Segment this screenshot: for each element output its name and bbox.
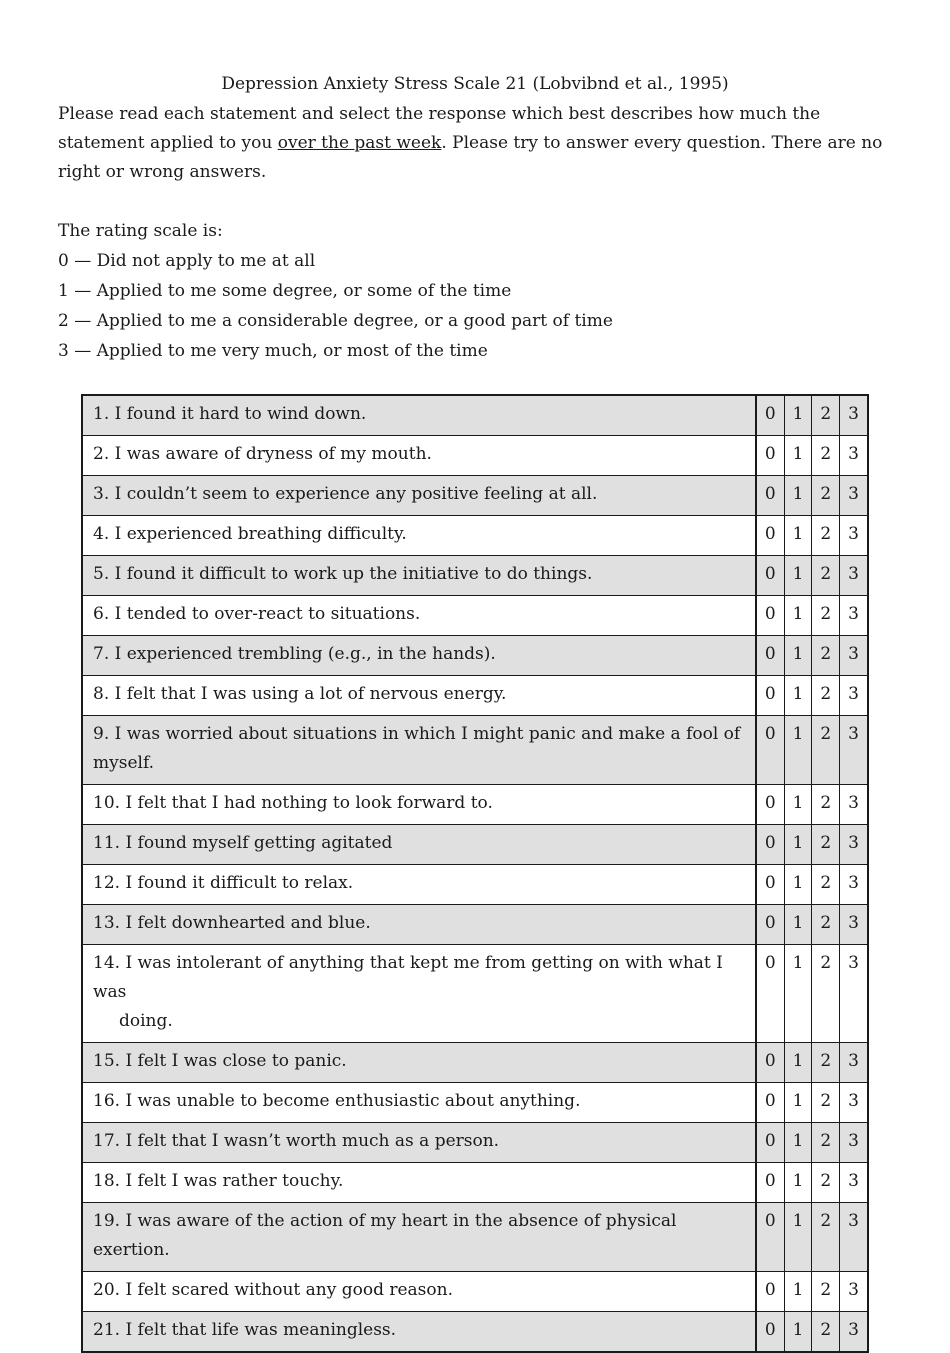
response-option-1[interactable]: 1 [784,1312,812,1353]
response-option-0[interactable]: 0 [756,905,784,945]
response-option-0[interactable]: 0 [756,865,784,905]
response-option-2[interactable]: 2 [812,1123,840,1163]
response-option-1[interactable]: 1 [784,556,812,596]
question-text [82,676,756,716]
instructions-text: Please read each statement and select the response which best describes how much the statement applied to you [58,104,821,153]
instructions [58,100,893,187]
question-statement: 2. I was aware of dryness of my mouth. [93,444,432,464]
response-option-0[interactable]: 0 [756,1312,784,1353]
response-option-0[interactable]: 0 [756,1163,784,1203]
instructions-emphasis: over the past week [277,133,442,153]
question-row [82,785,868,825]
question-statement: 21. I felt that life was meaningless. [93,1320,397,1340]
question-row [82,596,868,636]
question-row [82,825,868,865]
response-option-1[interactable]: 1 [784,785,812,825]
question-row [82,865,868,905]
response-option-2[interactable]: 2 [812,905,840,945]
question-row [82,1203,868,1272]
question-row [82,1083,868,1123]
response-option-2[interactable]: 2 [812,676,840,716]
response-option-1[interactable]: 1 [784,865,812,905]
response-option-3[interactable]: 3 [840,1123,868,1163]
question-text [82,785,756,825]
question-row [82,556,868,596]
response-option-2[interactable]: 2 [812,556,840,596]
response-option-3[interactable]: 3 [840,676,868,716]
question-text [82,865,756,905]
question-row [82,436,868,476]
question-statement: 5. I found it difficult to work up the initiative to do things. [93,564,593,584]
response-option-2[interactable]: 2 [812,1312,840,1353]
response-option-1[interactable]: 1 [784,825,812,865]
response-option-0[interactable]: 0 [756,556,784,596]
response-option-0[interactable]: 0 [756,716,784,785]
response-option-0[interactable]: 0 [756,945,784,1043]
question-row [82,1123,868,1163]
response-option-3[interactable]: 3 [840,636,868,676]
response-option-1[interactable]: 1 [784,436,812,476]
response-option-2[interactable]: 2 [812,825,840,865]
question-statement: 19. I was aware of the action of my heart in the absence of physical exertion. [93,1211,677,1260]
response-option-2[interactable]: 2 [812,516,840,556]
question-statement: 9. I was worried about situations in which I might panic and make a fool of [93,724,741,744]
rating-scale [58,216,893,366]
question-row [82,636,868,676]
response-option-1[interactable]: 1 [784,905,812,945]
rating-scale-item: 1 — Applied to me some degree, or some of the time [58,281,512,301]
rating-scale-item: 3 — Applied to me very much, or most of the time [58,341,488,361]
response-option-3[interactable]: 3 [840,1163,868,1203]
instructions-text-end: . Please try to answer every question. There are no right or wrong answers. [58,133,883,182]
response-option-2[interactable]: 2 [812,1163,840,1203]
question-statement: 7. I experienced trembling (e.g., in the hands). [93,644,496,664]
response-option-3[interactable]: 3 [840,395,868,436]
response-option-2[interactable]: 2 [812,636,840,676]
response-option-3[interactable]: 3 [840,476,868,516]
question-statement: 4. I experienced breathing difficulty. [93,524,407,544]
response-option-2[interactable]: 2 [812,945,840,1043]
response-option-3[interactable]: 3 [840,1203,868,1272]
question-text [82,596,756,636]
response-option-0[interactable]: 0 [756,1123,784,1163]
response-option-1[interactable]: 1 [784,1272,812,1312]
rating-scale-item: 2 — Applied to me a considerable degree, or a good part of time [58,311,613,331]
question-row [82,1272,868,1312]
question-text [82,716,756,785]
question-statement: 18. I felt I was rather touchy. [93,1171,344,1191]
response-option-2[interactable]: 2 [812,865,840,905]
response-option-3[interactable]: 3 [840,1312,868,1353]
question-row [82,395,868,436]
response-option-1[interactable]: 1 [784,716,812,785]
response-option-1[interactable]: 1 [784,636,812,676]
response-option-1[interactable]: 1 [784,1123,812,1163]
response-option-0[interactable]: 0 [756,636,784,676]
question-text [82,556,756,596]
response-option-2[interactable]: 2 [812,1272,840,1312]
question-text [82,945,756,1043]
response-option-3[interactable]: 3 [840,516,868,556]
question-statement: 14. I was intolerant of anything that kept me from getting on with what I was [93,953,723,1002]
question-row [82,676,868,716]
response-option-2[interactable]: 2 [812,596,840,636]
question-statement: 10. I felt that I had nothing to look forward to. [93,793,493,813]
response-option-1[interactable]: 1 [784,1043,812,1083]
response-option-0[interactable]: 0 [756,1043,784,1083]
response-option-0[interactable]: 0 [756,676,784,716]
response-option-2[interactable]: 2 [812,1043,840,1083]
question-text [82,1043,756,1083]
response-option-1[interactable]: 1 [784,945,812,1043]
response-option-3[interactable]: 3 [840,1043,868,1083]
question-statement: 3. I couldn’t seem to experience any positive feeling at all. [93,484,598,504]
response-option-0[interactable]: 0 [756,476,784,516]
question-statement: 16. I was unable to become enthusiastic about anything. [93,1091,581,1111]
question-row [82,1163,868,1203]
response-option-0[interactable]: 0 [756,785,784,825]
question-statement: 8. I felt that I was using a lot of nervous energy. [93,684,507,704]
response-option-0[interactable]: 0 [756,1203,784,1272]
response-option-0[interactable]: 0 [756,1272,784,1312]
question-text [82,1312,756,1353]
question-statement: 15. I felt I was close to panic. [93,1051,347,1071]
response-option-3[interactable]: 3 [840,905,868,945]
response-option-0[interactable]: 0 [756,1083,784,1123]
page-title: Depression Anxiety Stress Scale 21 (Lobvibnd et al., 1995) [221,74,729,94]
response-option-3[interactable]: 3 [840,596,868,636]
response-option-0[interactable]: 0 [756,596,784,636]
question-statement: 17. I felt that I wasn’t worth much as a person. [93,1131,500,1151]
response-option-3[interactable]: 3 [840,716,868,785]
question-statement: 11. I found myself getting agitated [93,833,393,853]
question-text [82,1203,756,1272]
rating-scale-heading: The rating scale is: [58,221,223,241]
question-statement: 12. I found it difficult to relax. [93,873,354,893]
response-option-1[interactable]: 1 [784,1203,812,1272]
response-option-1[interactable]: 1 [784,1083,812,1123]
response-option-1[interactable]: 1 [784,676,812,716]
response-option-1[interactable]: 1 [784,476,812,516]
response-option-2[interactable]: 2 [812,785,840,825]
rating-scale-item: 0 — Did not apply to me at all [58,251,316,271]
question-statement: 20. I felt scared without any good reason. [93,1280,453,1300]
question-statement: 6. I tended to over-react to situations. [93,604,421,624]
response-option-2[interactable]: 2 [812,395,840,436]
question-row [82,1043,868,1083]
response-option-2[interactable]: 2 [812,716,840,785]
response-option-1[interactable]: 1 [784,516,812,556]
response-option-3[interactable]: 3 [840,945,868,1043]
question-text [82,905,756,945]
response-option-2[interactable]: 2 [812,1203,840,1272]
response-option-3[interactable]: 3 [840,556,868,596]
response-option-3[interactable]: 3 [840,825,868,865]
response-option-0[interactable]: 0 [756,825,784,865]
question-row [82,476,868,516]
question-text [82,636,756,676]
question-row [82,716,868,785]
response-option-1[interactable]: 1 [784,596,812,636]
question-text [82,1123,756,1163]
question-row [82,945,868,1043]
question-statement: 13. I felt downhearted and blue. [93,913,371,933]
response-option-3[interactable]: 3 [840,1272,868,1312]
response-option-1[interactable]: 1 [784,1163,812,1203]
question-row [82,905,868,945]
response-option-1[interactable]: 1 [784,395,812,436]
response-option-0[interactable]: 0 [756,395,784,436]
response-option-3[interactable]: 3 [840,1083,868,1123]
questionnaire-table [81,394,869,1353]
question-text [82,395,756,436]
response-option-0[interactable]: 0 [756,436,784,476]
response-option-3[interactable]: 3 [840,785,868,825]
response-option-2[interactable]: 2 [812,436,840,476]
response-option-0[interactable]: 0 [756,516,784,556]
response-option-3[interactable]: 3 [840,436,868,476]
question-row [82,1312,868,1353]
response-option-3[interactable]: 3 [840,865,868,905]
response-option-2[interactable]: 2 [812,1083,840,1123]
question-row [82,516,868,556]
question-statement-continuation: myself. [93,753,155,773]
question-text [82,476,756,516]
question-text [82,1272,756,1312]
question-statement: 1. I found it hard to wind down. [93,404,367,424]
question-text [82,825,756,865]
question-text [82,516,756,556]
response-option-2[interactable]: 2 [812,476,840,516]
question-statement-continuation: doing. [119,1011,173,1031]
question-text [82,1083,756,1123]
question-text [82,1163,756,1203]
question-text [82,436,756,476]
